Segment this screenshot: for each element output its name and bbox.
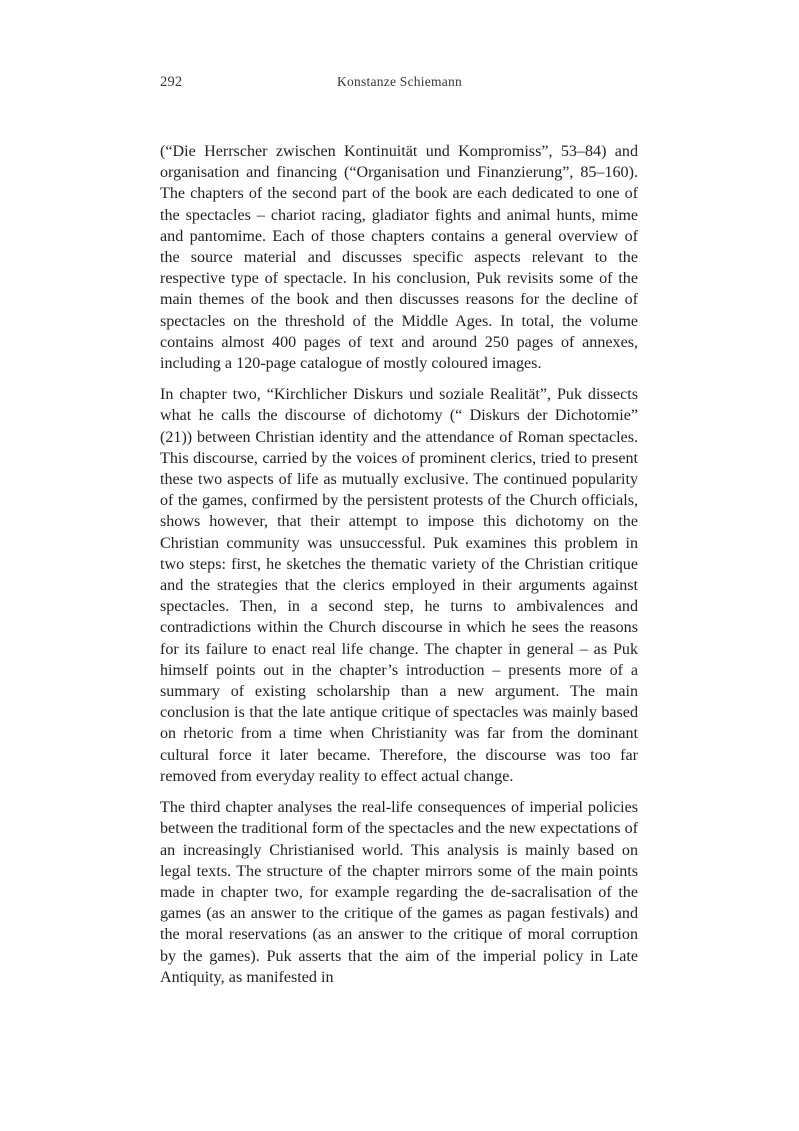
page-number: 292 [160,74,183,90]
running-head-author: Konstanze Schiemann [336,74,463,89]
body-text-block [160,141,638,988]
body-paragraph: In chapter two, “Kirchlicher Diskurs und soziale Realität”, Puk dissects what he calls the discourse of dichotomy (“ Diskurs der Dichotomie” (21)) between Christian identity and the attendance of Roman spectacles. This discourse, carried by the voices of prominent clerics, tried to present these two aspects of life as mutually exclusive. The continued popularity of the games, confirmed by the persistent protests of the Church officials, shows however, that their attempt to impose this dichotomy on the Christian community was unsuccessful. Puk examines this problem in two steps: first, he sketches the thematic variety of the Christian critique and the strategies that the clerics employed in their arguments against spectacles. Then, in a second step, he turns to ambivalences and contradictions within the Church discourse in which he sees the reasons for its failure to enact real life change. The chapter in general – as Puk himself points out in the chapter’s introduction – presents more of a summary of existing scholarship than a new argument. The main conclusion is that the late antique critique of spectacles was mainly based on rhetoric from a time when Christianity was far from the dominant cultural force it later became. Therefore, the discourse was too far removed from everyday reality to effect actual change. [160,386,638,785]
body-paragraph: The third chapter analyses the real-life consequences of imperial policies between the traditional form of the spectacles and the new expectations of an increasingly Christianised world. This analysis is mainly based on legal texts. The structure of the chapter mirrors some of the main points made in chapter two, for example regarding the de-sacralisation of the games (as an answer to the critique of the games as pagan festivals) and the moral reservations (as an answer to the critique of moral corruption by the games). Puk asserts that the aim of the imperial policy in Late Antiquity, as manifested in [160,799,638,986]
running-head [0,72,799,92]
body-paragraph: (“Die Herrscher zwischen Kontinuität und Kompromiss”, 53–84) and organisation and financing (“Organisation und Finanzierung”, 85–160). The chapters of the second part of the book are each dedicated to one of the spectacles – chariot racing, gladiator fights and animal hunts, mime and pantomime. Each of those chapters contains a general overview of the source material and discusses specific aspects relevant to the respective type of spectacle. In his conclusion, Puk revisits some of the main themes of the book and then discusses reasons for the decline of spectacles on the threshold of the Middle Ages. In total, the volume contains almost 400 pages of text and around 250 pages of annexes, including a 120-page catalogue of mostly coloured images. [160,143,638,373]
